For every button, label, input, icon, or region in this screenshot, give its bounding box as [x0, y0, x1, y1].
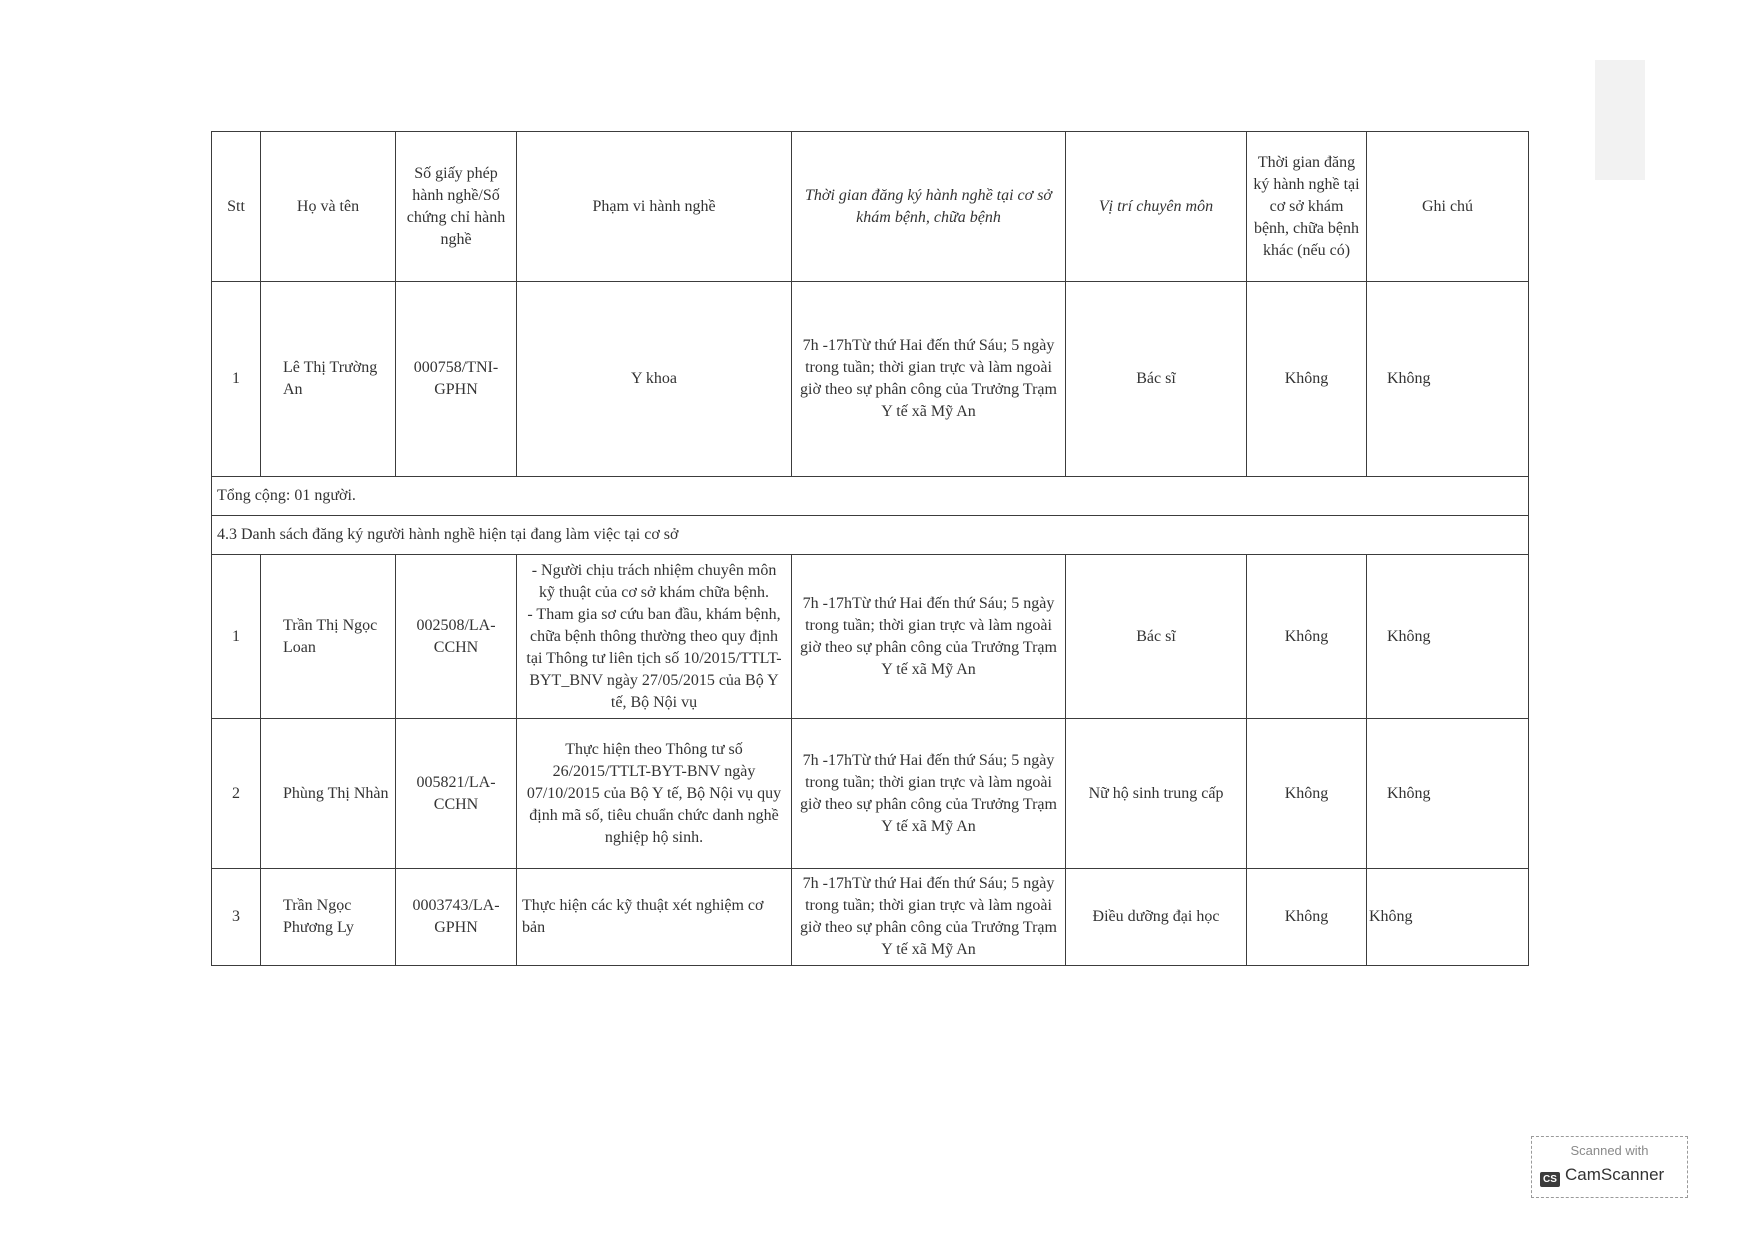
header-position: Vị trí chuyên môn: [1066, 132, 1247, 282]
camscanner-badge: [1531, 1136, 1688, 1198]
badge-top-text: Scanned with: [1570, 1143, 1649, 1158]
cell-note: Không: [1367, 555, 1529, 719]
header-note: Ghi chú: [1367, 132, 1529, 282]
badge-brand: [1540, 1165, 1664, 1187]
cell-position: Bác sĩ: [1066, 282, 1247, 477]
total-text: Tổng cộng: 01 người.: [212, 477, 1529, 516]
cell-other-time: Không: [1247, 555, 1367, 719]
cell-time: 7h -17hTừ thứ Hai đến thứ Sáu; 5 ngày trong tuần; thời gian trực và làm ngoài giờ theo sự phân công của Trưởng Trạm Y tế xã Mỹ An: [792, 282, 1066, 477]
header-other-time: Thời gian đăng ký hành nghề tại cơ sở khám bệnh, chữa bệnh khác (nếu có): [1247, 132, 1367, 282]
cell-license: 000758/TNI-GPHN: [396, 282, 517, 477]
header-time: Thời gian đăng ký hành nghề tại cơ sở khám bệnh, chữa bệnh: [792, 132, 1066, 282]
table-row: [212, 869, 1529, 966]
cell-scope: - Người chịu trách nhiệm chuyên môn kỹ thuật của cơ sở khám chữa bệnh. - Tham gia sơ cứu ban đầu, khám bệnh, chữa bệnh thông thường theo quy định tại Thông tư liên tịch số 10/2015/TTLT-BYT_BNV ngày 27/05/2015 của Bộ Y tế, Bộ Nội vụ: [517, 555, 792, 719]
cell-position: Điều dưỡng đại học: [1066, 869, 1247, 966]
cell-name: Lê Thị Trường An: [261, 282, 396, 477]
practitioner-table: [211, 131, 1529, 966]
cell-other-time: Không: [1247, 282, 1367, 477]
table-row: [212, 555, 1529, 719]
scan-smudge: [1595, 60, 1645, 180]
cell-time: 7h -17hTừ thứ Hai đến thứ Sáu; 5 ngày trong tuần; thời gian trực và làm ngoài giờ theo sự phân công của Trưởng Trạm Y tế xã Mỹ An: [792, 719, 1066, 869]
section-title-row: [212, 516, 1529, 555]
cell-stt: 3: [212, 869, 261, 966]
section-title: 4.3 Danh sách đăng ký người hành nghề hiện tại đang làm việc tại cơ sở: [212, 516, 1529, 555]
cell-stt: 1: [212, 555, 261, 719]
cell-name: Trần Thị Ngọc Loan: [261, 555, 396, 719]
cell-stt: 1: [212, 282, 261, 477]
cell-time: 7h -17hTừ thứ Hai đến thứ Sáu; 5 ngày trong tuần; thời gian trực và làm ngoài giờ theo sự phân công của Trưởng Trạm Y tế xã Mỹ An: [792, 555, 1066, 719]
cell-other-time: Không: [1247, 719, 1367, 869]
cell-name: Trần Ngọc Phương Ly: [261, 869, 396, 966]
table-row: [212, 282, 1529, 477]
camscanner-logo-icon: CS: [1540, 1172, 1560, 1187]
cell-license: 005821/LA-CCHN: [396, 719, 517, 869]
header-row: [212, 132, 1529, 282]
cell-position: Bác sĩ: [1066, 555, 1247, 719]
badge-brand-text: CamScanner: [1565, 1165, 1665, 1184]
header-stt: Stt: [212, 132, 261, 282]
cell-scope: Thực hiện theo Thông tư số 26/2015/TTLT-BYT-BNV ngày 07/10/2015 của Bộ Y tế, Bộ Nội vụ quy định mã số, tiêu chuẩn chức danh nghề nghiệp hộ sinh.: [517, 719, 792, 869]
cell-stt: 2: [212, 719, 261, 869]
cell-name: Phùng Thị Nhàn: [261, 719, 396, 869]
table-row: [212, 719, 1529, 869]
cell-other-time: Không: [1247, 869, 1367, 966]
cell-time: 7h -17hTừ thứ Hai đến thứ Sáu; 5 ngày trong tuần; thời gian trực và làm ngoài giờ theo sự phân công của Trưởng Trạm Y tế xã Mỹ An: [792, 869, 1066, 966]
header-name: Họ và tên: [261, 132, 396, 282]
cell-scope: Thực hiện các kỹ thuật xét nghiệm cơ bản: [517, 869, 792, 966]
cell-scope: Y khoa: [517, 282, 792, 477]
cell-note: Không: [1367, 719, 1529, 869]
cell-note: Không: [1367, 869, 1529, 966]
cell-position: Nữ hộ sinh trung cấp: [1066, 719, 1247, 869]
cell-license: 0003743/LA-GPHN: [396, 869, 517, 966]
header-license: Số giấy phép hành nghề/Số chứng chỉ hành nghề: [396, 132, 517, 282]
cell-license: 002508/LA-CCHN: [396, 555, 517, 719]
total-row: [212, 477, 1529, 516]
header-scope: Phạm vi hành nghề: [517, 132, 792, 282]
cell-note: Không: [1367, 282, 1529, 477]
